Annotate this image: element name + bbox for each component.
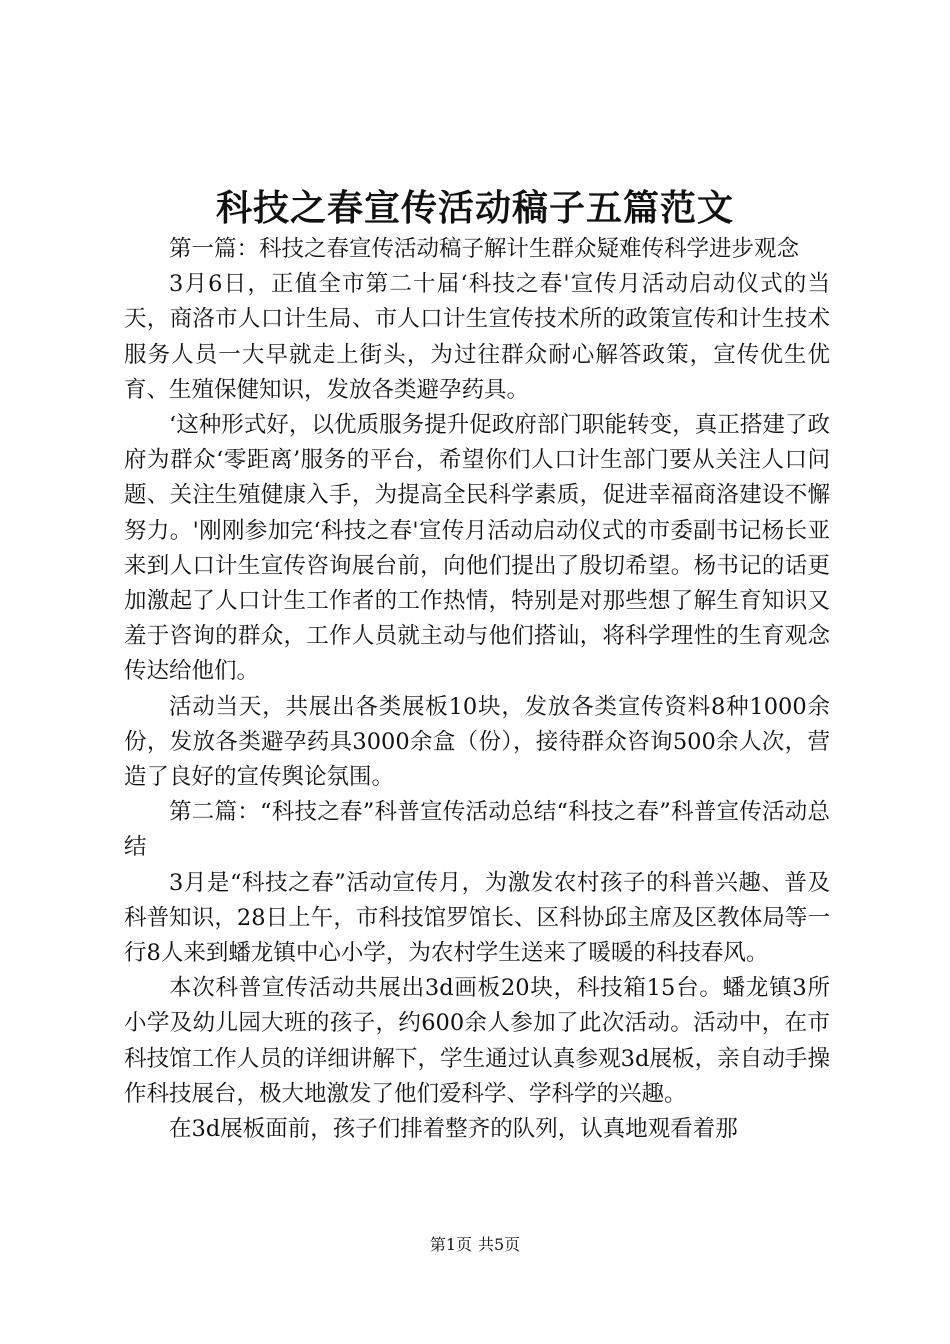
paragraph: 第一篇：科技之春宣传活动稿子解计生群众疑难传科学进步观念 bbox=[169, 236, 800, 262]
paragraph: 第二篇：“科技之春”科普宣传活动总结“科技之春”科普宣传活动总结 bbox=[124, 799, 830, 861]
page-number: 第1页 bbox=[429, 1235, 472, 1254]
paragraph: 本次科普宣传活动共展出3d画板20块，科技箱15台。蟠龙镇3所小学及幼儿园大班的孩子，约600余人参加了此次活动。活动中，在市科技馆工作人员的详细讲解下，学生通过认真参观3d展板，亲自动手操作科技展台，极大地激发了他们爱科学、学科学的兴趣。 bbox=[124, 975, 830, 1107]
paragraph: 活动当天，共展出各类展板10块，发放各类宣传资料8种1000余份，发放各类避孕药具3000余盒（份），接待群众咨询500余人次，营造了良好的宣传舆论氛围。 bbox=[124, 693, 830, 791]
page-total: 共5页 bbox=[478, 1235, 521, 1254]
page-title: 科技之春宣传活动稿子五篇范文 bbox=[215, 187, 734, 229]
paragraph: 3月6日，正值全市第二十届‘科技之春'宣传月活动启动仪式的当天，商洛市人口计生局、市人口计生宣传技术所的政策宣传和计生技术服务人员一大早就走上街头，为过往群众耐心解答政策，宣传优生优育、生殖保健知识，发放各类避孕药具。 bbox=[124, 271, 830, 403]
document-body bbox=[124, 232, 830, 1147]
paragraph: 在3d展板面前，孩子们排着整齐的队列，认真地观看着那 bbox=[169, 1116, 738, 1143]
paragraph: 3月是“科技之春”活动宣传月，为激发农村孩子的科普兴趣、普及科普知识，28日上午，市科技馆罗馆长、区科协邱主席及区教体局等一行8人来到蟠龙镇中心小学，为农村学生送来了暖暖的科技春风。 bbox=[124, 869, 830, 967]
paragraph: ‘这种形式好，以优质服务提升促政府部门职能转变，真正搭建了政府为群众‘零距离’服务的平台，希望你们人口计生部门要从关注人口问题、关注生殖健康入手，为提高全民科学素质，促进幸福商洛建设不懈努力。'刚刚参加完‘科技之春'宣传月活动启动仪式的市委副书记杨长亚来到人口计生宣传咨询展台前，向他们提出了殷切希望。杨书记的话更加激起了人口计生工作者的工作热情，特别是对那些想了解生育知识又羞于咨询的群众，工作人员就主动与他们搭讪，将科学理性的生育观念传达给他们。 bbox=[124, 412, 830, 685]
page-footer bbox=[0, 1234, 950, 1256]
